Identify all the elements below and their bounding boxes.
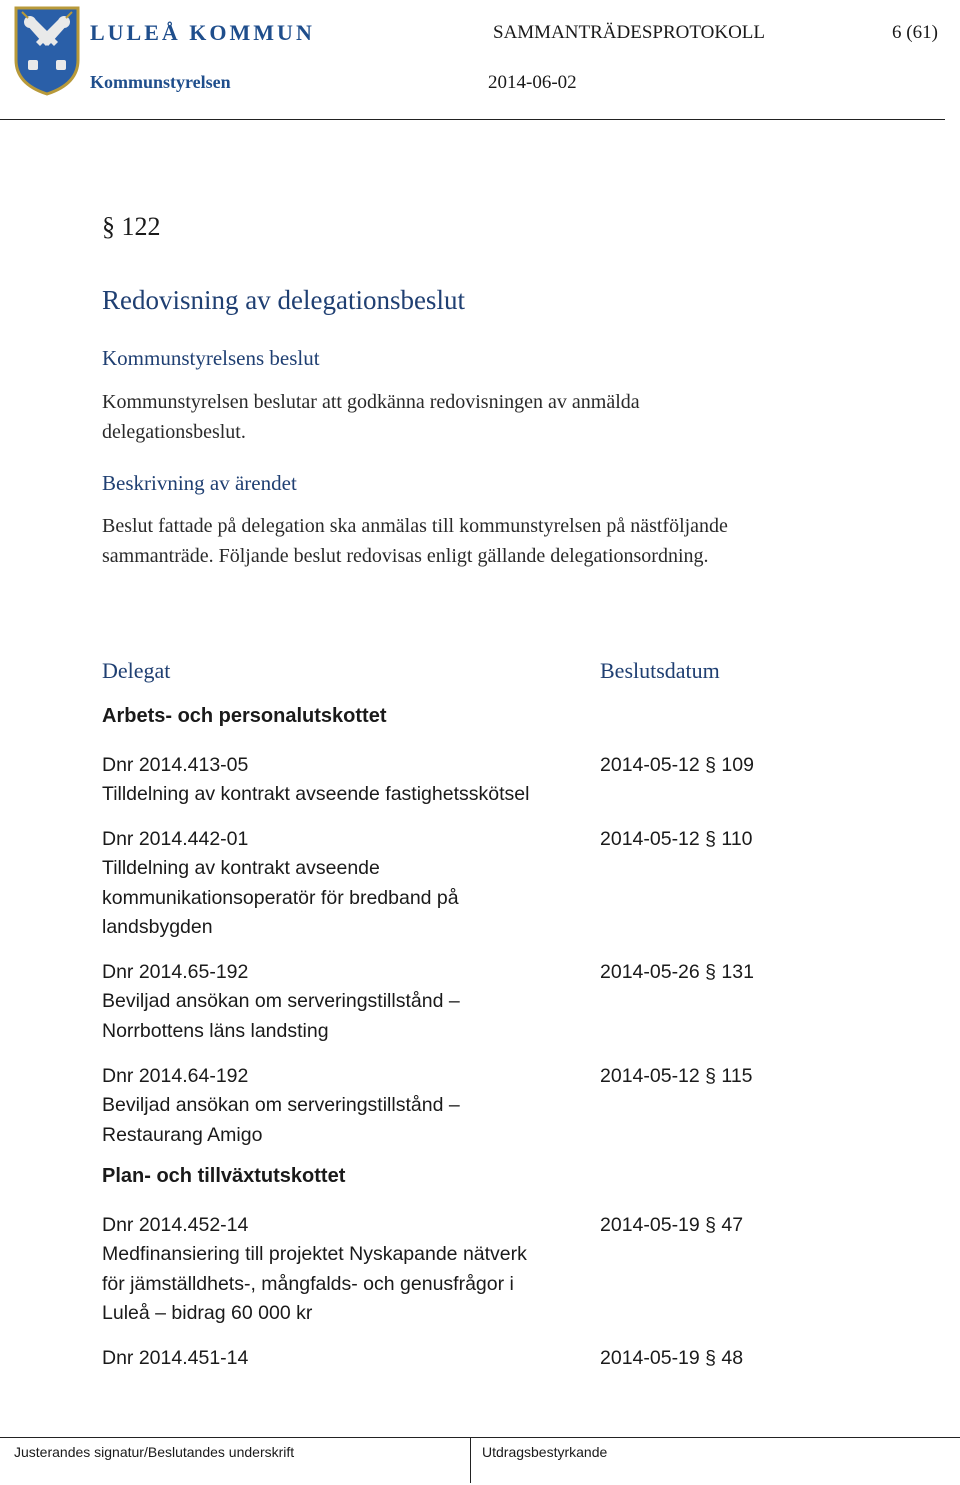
entry-description: Medfinansiering till projektet Nyskapande nätverk för jämställdhets-, mångfalds- och genusfrågor i Luleå – bidrag 60 000 kr [102,1243,527,1324]
entry-decision-date: 2014-05-12 § 115 [600,1065,753,1087]
signature-label: Justerandes signatur/Beslutandes underskrift [14,1444,295,1460]
description-text: Beslut fattade på delegation ska anmälas till kommunstyrelsen på nästföljande sammanträde. Följande beslut redovisas enligt gällande delegationsordning. [102,515,728,567]
entry-dnr: Dnr 2014.442-01 [102,828,249,850]
entry-decision-date: 2014-05-19 § 47 [600,1214,744,1236]
department-name: Kommunstyrelsen [90,72,231,92]
page-title: Redovisning av delegationsbeslut [102,285,465,315]
entry-decision-date: 2014-05-19 § 48 [600,1347,744,1369]
entry-dnr: Dnr 2014.452-14 [102,1214,249,1236]
document-type: SAMMANTRÄDESPROTOKOLL [493,22,766,43]
entry-description: Tilldelning av kontrakt avseende kommunikationsoperatör för bredband på landsbygden [102,857,459,938]
footer-column-divider [470,1437,471,1483]
entry-dnr: Dnr 2014.413-05 [102,754,249,776]
entry-dnr: Dnr 2014.451-14 [102,1347,249,1369]
group-heading: Arbets- och personalutskottet [102,705,387,727]
column-header-decision-date: Beslutsdatum [600,658,720,683]
page-number: 6 (61) [892,22,938,43]
section-number: § 122 [102,212,161,241]
entry-dnr: Dnr 2014.65-192 [102,961,249,983]
decision-heading: Kommunstyrelsens beslut [102,346,320,370]
entry-description: Beviljad ansökan om serveringstillstånd – Norrbottens läns landsting [102,990,460,1042]
decision-text: Kommunstyrelsen beslutar att godkänna redovisningen av anmälda delegationsbeslut. [102,391,640,443]
certified-label: Utdragsbestyrkande [482,1444,608,1460]
column-header-delegate: Delegat [102,658,171,683]
description-heading: Beskrivning av ärendet [102,471,297,495]
entry-decision-date: 2014-05-12 § 109 [600,754,754,776]
entry-decision-date: 2014-05-26 § 131 [600,961,754,983]
entry-description: Beviljad ansökan om serveringstillstånd – Restaurang Amigo [102,1094,460,1146]
document-date: 2014-06-02 [488,72,577,93]
entry-decision-date: 2014-05-12 § 110 [600,828,753,850]
lulea-coat-of-arms-icon [12,4,82,96]
header-divider [0,119,945,120]
footer-divider [0,1437,960,1438]
organization-name: LULEÅ KOMMUN [90,20,315,45]
entry-dnr: Dnr 2014.64-192 [102,1065,249,1087]
group-heading: Plan- och tillväxtutskottet [102,1165,346,1187]
entry-description: Tilldelning av kontrakt avseende fastighetsskötsel [102,783,530,805]
